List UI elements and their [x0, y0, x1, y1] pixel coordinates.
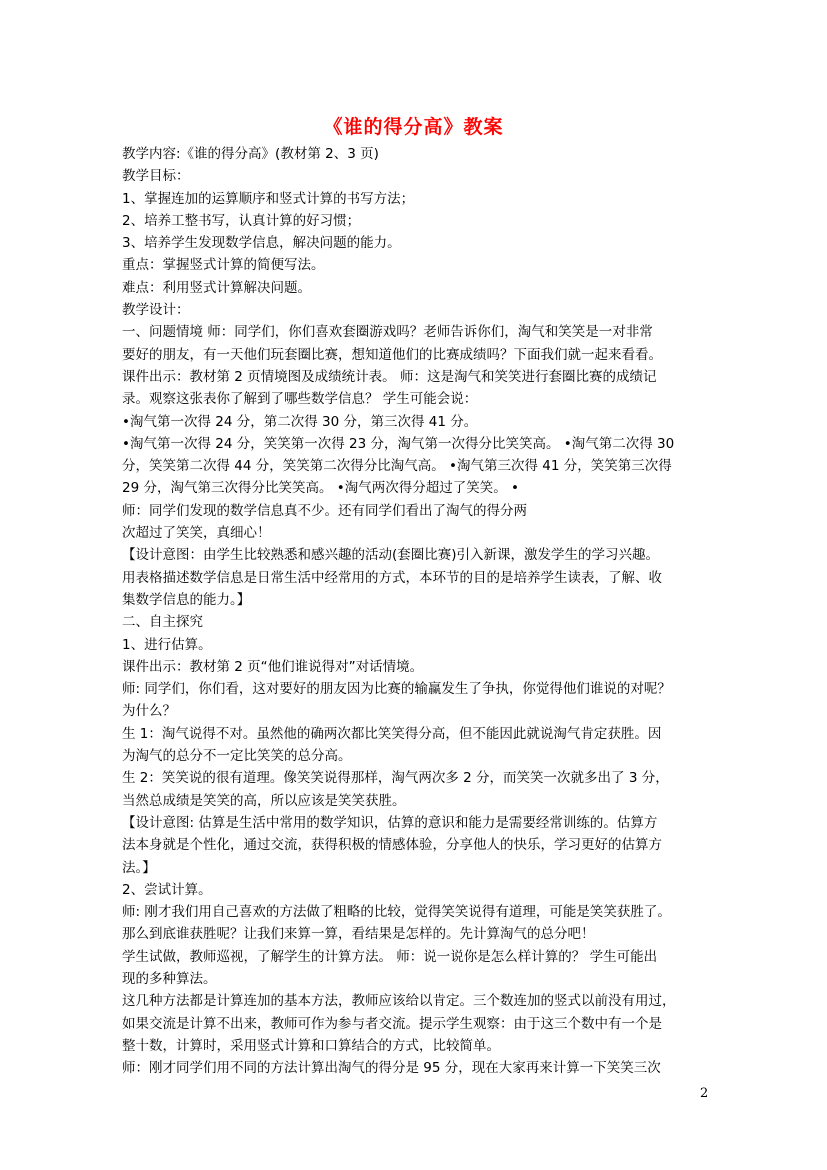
text-line: 集数学信息的能力。】 — [122, 591, 251, 608]
text-line: 次超过了笑笑，真细心！ — [122, 525, 271, 542]
text-line: 生 2：笑笑说的很有道理。像笑笑说得那样，淘气两次多 2 分，而笑笑一次就多出了 3 分， — [122, 770, 669, 787]
text-line: 法本身就是个性化，通过交流，获得积极的情感体验，分享他人的快乐，学习更好的估算方 — [122, 837, 662, 854]
text-line: 师：刚才同学们用不同的方法计算出淘气的得分是 95 分，现在大家再来计算一下笑笑三次 — [122, 1060, 661, 1077]
text-line: 学生试做，教师巡视，了解学生的计算方法。 师：说一说你是怎么样计算的？ 学生可能出 — [122, 948, 658, 965]
text-line: 教学内容:《谁的得分高》(教材第 2、3 页) — [122, 146, 379, 162]
text-line: 如果交流是计算不出来，教师可作为参与者交流。提示学生观察：由于这三个数中有一个是 — [122, 1015, 662, 1032]
text-line: 当然总成绩是笑笑的高，所以应该是笑笑获胜。 — [122, 792, 406, 809]
text-line: 为什么？ — [122, 703, 176, 720]
text-line: 师：同学们发现的数学信息真不少。还有同学们看出了淘气的得分两 — [122, 502, 527, 519]
text-line: 2、尝试计算。 — [122, 881, 212, 898]
text-line: 生 1：淘气说得不对。虽然他的确两次都比笑笑得分高，但不能因此就说淘气肯定获胜。因 — [122, 725, 662, 742]
text-line: 二、自主探究 — [122, 614, 203, 631]
document-title: 《谁的得分高》教案 — [323, 116, 504, 138]
text-line: 课件出示：教材第 2 页“他们谁说得对”对话情境。 — [122, 658, 424, 675]
text-line: 重点：掌握竖式计算的简便写法。 — [122, 257, 325, 274]
text-line: 整十数，计算时，采用竖式计算和口算结合的方式，比较简单。 — [122, 1037, 500, 1054]
text-line: 为淘气的总分不一定比笑笑的总分高。 — [122, 748, 352, 765]
text-line: 2、培养工整书写，认真计算的好习惯； — [122, 212, 361, 229]
page-number: 2 — [700, 1086, 709, 1101]
text-line: 1、进行估算。 — [122, 636, 212, 653]
text-line: 分，笑笑第二次得 44 分，笑笑第二次得分比淘气高。 •淘气第三次得 41 分，笑笑第三次得 — [122, 458, 672, 475]
text-line: 教学目标： — [122, 168, 190, 185]
text-line: 那么到底谁获胜呢？让我们来算一算，看结果是怎样的。先计算淘气的总分吧！ — [122, 926, 595, 943]
text-line: 师: 同学们，你们看，这对要好的朋友因为比赛的输赢发生了争执，你觉得他们谁说的对呢？ — [122, 681, 671, 698]
text-line: 难点：利用竖式计算解决问题。 — [122, 279, 311, 296]
text-line: 3、培养学生发现数学信息，解决问题的能力。 — [122, 235, 401, 252]
text-line: 一、问题情境 师：同学们，你们喜欢套圈游戏吗？老师告诉你们，淘气和笑笑是一对非常 — [122, 324, 653, 341]
text-line: •淘气第一次得 24 分，笑笑第一次得 23 分，淘气第一次得分比笑笑高。 •淘气第二次得 30 — [122, 435, 675, 452]
text-line: 师: 刚才我们用自己喜欢的方法做了粗略的比较，觉得笑笑说得有道理，可能是笑笑获胜了。 — [122, 904, 671, 921]
text-line: 1、掌握连加的运算顺序和竖式计算的书写方法； — [122, 190, 415, 207]
text-line: 要好的朋友，有一天他们玩套圈比赛，想知道他们的比赛成绩吗？下面我们就一起来看看。 — [122, 346, 662, 363]
text-line: 录。观察这张表你了解到了哪些数学信息？ 学生可能会说： — [122, 391, 478, 408]
document-body — [122, 143, 712, 1079]
text-line: 教学设计： — [122, 302, 190, 319]
text-line: 这几种方法都是计算连加的基本方法，教师应该给以肯定。三个数连加的竖式以前没有用过， — [122, 993, 676, 1010]
text-line: 用表格描述数学信息是日常生活中经常用的方式，本环节的目的是培养学生读表，了解、收 — [122, 569, 662, 586]
text-line: 29 分，淘气第三次得分比笑笑高。 •淘气两次得分超过了笑笑。 • — [122, 480, 519, 497]
text-line: 现的多种算法。 — [122, 970, 217, 987]
text-line: 【设计意图：由学生比较熟悉和感兴趣的活动(套圈比赛)引入新课，激发学生的学习兴趣。 — [122, 547, 660, 564]
text-line: •淘气第一次得 24 分，第二次得 30 分，第三次得 41 分。 — [122, 413, 478, 430]
text-line: 【设计意图: 估算是生活中常用的数学知识，估算的意识和能力是需要经常训练的。估算方 — [122, 814, 658, 831]
text-line: 法。】 — [122, 859, 156, 876]
text-line: 课件出示：教材第 2 页情境图及成绩统计表。 师：这是淘气和笑笑进行套圈比赛的成绩记 — [122, 368, 657, 385]
